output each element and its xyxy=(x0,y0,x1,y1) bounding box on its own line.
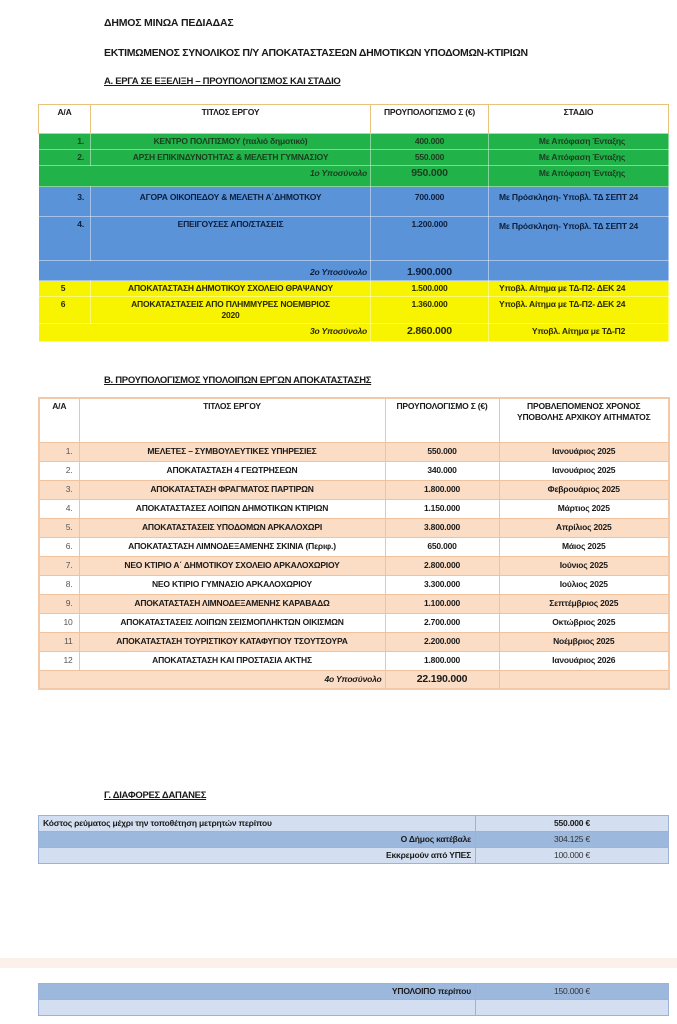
expense-label: Ο Δήμος κατέβαλε xyxy=(39,832,476,848)
project-budget: 550.000 xyxy=(385,442,499,461)
table-row xyxy=(39,461,669,480)
expected-submission-time: Απρίλιος 2025 xyxy=(499,518,669,537)
project-budget: 1.800.000 xyxy=(385,651,499,670)
project-budget: 1.100.000 xyxy=(385,594,499,613)
project-title: ΑΡΣΗ ΕΠΙΚΙΝΔΥΝΟΤΗΤΑΣ & ΜΕΛΕΤΗ ΓΥΜΝΑΣΙΟΥ xyxy=(91,150,371,166)
subtotal-label: 3ο Υποσύνολο xyxy=(39,324,371,342)
table-row xyxy=(39,984,669,1000)
project-budget: 700.000 xyxy=(371,187,489,217)
row-number: 3. xyxy=(39,480,79,499)
remaining-projects-table xyxy=(38,397,670,690)
row-number: 2. xyxy=(39,461,79,480)
section-c-heading: Γ. ΔΙΑΦΟΡΕΣ ΔΑΠΑΝΕΣ xyxy=(104,790,207,801)
table-row xyxy=(39,848,669,864)
table-row xyxy=(39,480,669,499)
table-header-row xyxy=(39,398,669,442)
project-title: ΑΠΟΚΑΤΑΣΤΑΣΗ ΤΟΥΡΙΣΤΙΚΟΥ ΚΑΤΑΦΥΓΙΟΥ ΤΣΟΥΤΣΟΥΡΑ xyxy=(79,632,385,651)
col-header-title: ΤΙΤΛΟΣ ΕΡΓΟΥ xyxy=(79,398,385,442)
row-number: 1. xyxy=(39,442,79,461)
table-header-row xyxy=(39,105,669,134)
table-row xyxy=(39,816,669,832)
subtotal-row xyxy=(39,261,669,281)
subtotal-stage xyxy=(489,261,669,281)
subtotal-value: 950.000 xyxy=(371,166,489,187)
project-title: ΝΕΟ ΚΤΙΡΙΟ Α΄ ΔΗΜΟΤΙΚΟΥ ΣΧΟΛΕΙΟ ΑΡΚΑΛΟΧΩΡΙΟΥ xyxy=(79,556,385,575)
project-budget: 2.700.000 xyxy=(385,613,499,632)
expected-submission-time: Σεπτέμβριος 2025 xyxy=(499,594,669,613)
misc-expenses-table xyxy=(38,815,669,864)
project-title: ΑΠΟΚΑΤΑΣΤΑΣΕΣ ΛΟΙΠΩΝ ΔΗΜΟΤΙΚΩΝ ΚΤΙΡΙΩΝ xyxy=(79,499,385,518)
section-a-heading: Α. ΕΡΓΑ ΣΕ ΕΞΕΛΙΞΗ – ΠΡΟΥΠΟΛΟΓΙΣΜΟΣ ΚΑΙ ΣΤΑΔΙΟ xyxy=(104,76,341,87)
row-number: 4. xyxy=(39,499,79,518)
table-row xyxy=(39,297,669,324)
project-title: ΜΕΛΕΤΕΣ – ΣΥΜΒΟΥΛΕΥΤΙΚΕΣ ΥΠΗΡΕΣΙΕΣ xyxy=(79,442,385,461)
table-row xyxy=(39,1000,669,1016)
subtotal-value: 2.860.000 xyxy=(371,324,489,342)
page-separator xyxy=(0,958,677,968)
project-budget: 3.800.000 xyxy=(385,518,499,537)
subtotal-value: 1.900.000 xyxy=(371,261,489,281)
table-row xyxy=(39,518,669,537)
col-header-budget: ΠΡΟΥΠΟΛΟΓΙΣΜΟ Σ (€) xyxy=(371,105,489,134)
table-row xyxy=(39,594,669,613)
table-row xyxy=(39,442,669,461)
project-title: ΑΠΟΚΑΤΑΣΤΑΣΗ ΔΗΜΟΤΙΚΟΥ ΣΧΟΛΕΙΟ ΘΡΑΨΑΝΟΥ xyxy=(91,281,371,297)
col-header-aa: Α/Α xyxy=(39,105,91,134)
project-title: ΚΕΝΤΡΟ ΠΟΛΙΤΙΣΜΟΥ (παλιό δημοτικό) xyxy=(91,134,371,150)
municipality-heading: ΔΗΜΟΣ ΜΙΝΩΑ ΠΕΔΙΑΔΑΣ xyxy=(104,17,234,29)
table-row xyxy=(39,150,669,166)
project-title: ΑΠΟΚΑΤΑΣΤΑΣΗ ΛΙΜΝΟΔΕΞΑΜΕΝΗΣ ΣΚΙΝΙΑ (Περιφ.) xyxy=(79,537,385,556)
row-number: 4. xyxy=(39,217,91,261)
project-budget: 1.150.000 xyxy=(385,499,499,518)
subtotal-label: 4ο Υποσύνολο xyxy=(39,670,385,689)
col-header-budget: ΠΡΟΥΠΟΛΟΓΙΣΜΟ Σ (€) xyxy=(385,398,499,442)
subtotal-row xyxy=(39,324,669,342)
col-header-title: ΤΙΤΛΟΣ ΕΡΓΟΥ xyxy=(91,105,371,134)
col-header-aa: Α/Α xyxy=(39,398,79,442)
balance-value: 150.000 € xyxy=(476,984,669,1000)
table-row xyxy=(39,281,669,297)
empty-cell xyxy=(476,1000,669,1016)
row-number: 5 xyxy=(39,281,91,297)
subtotal-stage: Με Απόφαση Ένταξης xyxy=(489,166,669,187)
project-title: ΑΠΟΚΑΤΑΣΤΑΣΗ ΦΡΑΓΜΑΤΟΣ ΠΑΡΤΙΡΩΝ xyxy=(79,480,385,499)
expense-label: Εκκρεμούν από ΥΠΕΣ xyxy=(39,848,476,864)
project-title: ΕΠΕΙΓΟΥΣΕΣ ΑΠΟ/ΣΤΑΣΕΙΣ xyxy=(91,217,371,261)
table-row xyxy=(39,632,669,651)
subtotal-row xyxy=(39,166,669,187)
project-stage: Υποβλ. Αίτημα με ΤΔ-Π2- ΔΕΚ 24 xyxy=(489,281,669,297)
col-header-expected-time: ΠΡΟΒΛΕΠΟΜΕΝΟΣ ΧΡΟΝΟΣ ΥΠΟΒΟΛΗΣ ΑΡΧΙΚΟΥ ΑΙΤΗΜΑΤΟΣ xyxy=(499,398,669,442)
table-row xyxy=(39,556,669,575)
row-number: 6. xyxy=(39,537,79,556)
project-title: ΑΠΟΚΑΤΑΣΤΑΣΗ ΚΑΙ ΠΡΟΣΤΑΣΙΑ ΑΚΤΗΣ xyxy=(79,651,385,670)
project-budget: 2.800.000 xyxy=(385,556,499,575)
project-budget: 340.000 xyxy=(385,461,499,480)
expected-submission-time: Μάρτιος 2025 xyxy=(499,499,669,518)
expected-submission-time: Ιούνιος 2025 xyxy=(499,556,669,575)
project-budget: 550.000 xyxy=(371,150,489,166)
expected-submission-time: Μάιος 2025 xyxy=(499,537,669,556)
row-number: 9. xyxy=(39,594,79,613)
subtotal-label: 2ο Υποσύνολο xyxy=(39,261,371,281)
subtotal-label: 1ο Υποσύνολο xyxy=(39,166,371,187)
project-budget: 2.200.000 xyxy=(385,632,499,651)
col-header-stage: ΣΤΑΔΙΟ xyxy=(489,105,669,134)
empty-cell xyxy=(499,670,669,689)
table-row xyxy=(39,613,669,632)
project-stage: Με Απόφαση Ένταξης xyxy=(489,150,669,166)
table-row xyxy=(39,651,669,670)
table-row xyxy=(39,499,669,518)
row-number: 11 xyxy=(39,632,79,651)
section-b-heading: Β. ΠΡΟΥΠΟΛΟΓΙΣΜΟΣ ΥΠΟΛΟΙΠΩΝ ΕΡΓΩΝ ΑΠΟΚΑΤΑΣΤΑΣΗΣ xyxy=(104,375,372,386)
row-number: 5. xyxy=(39,518,79,537)
expected-submission-time: Φεβρουάριος 2025 xyxy=(499,480,669,499)
row-number: 1. xyxy=(39,134,91,150)
table-row xyxy=(39,134,669,150)
document-title: ΕΚΤΙΜΩΜΕΝΟΣ ΣΥΝΟΛΙΚΟΣ Π/Υ ΑΠΟΚΑΤΑΣΤΑΣΕΩΝ ΔΗΜΟΤΙΚΩΝ ΥΠΟΔΟΜΩΝ-ΚΤΙΡΙΩΝ xyxy=(104,47,528,59)
project-title: ΑΠΟΚΑΤΑΣΤΑΣΕΙΣ ΥΠΟΔΟΜΩΝ ΑΡΚΑΛΟΧΩΡΙ xyxy=(79,518,385,537)
project-title: ΑΠΟΚΑΤΑΣΤΑΣΕΙΣ ΑΠΟ ΠΛΗΜΜΥΡΕΣ ΝΟΕΜΒΡΙΟΣ 2020 xyxy=(91,297,371,324)
table-row xyxy=(39,575,669,594)
expected-submission-time: Ιανουάριος 2025 xyxy=(499,461,669,480)
project-budget: 1.500.000 xyxy=(371,281,489,297)
expected-submission-time: Ιανουάριος 2026 xyxy=(499,651,669,670)
expected-submission-time: Νοέμβριος 2025 xyxy=(499,632,669,651)
expected-submission-time: Ιούλιος 2025 xyxy=(499,575,669,594)
subtotal-stage: Υποβλ. Αίτημα με ΤΔ-Π2 xyxy=(489,324,669,342)
project-budget: 1.200.000 xyxy=(371,217,489,261)
row-number: 2. xyxy=(39,150,91,166)
table-row xyxy=(39,217,669,261)
row-number: 6 xyxy=(39,297,91,324)
project-title: ΑΠΟΚΑΤΑΣΤΑΣΗ ΛΙΜΝΟΔΕΞΑΜΕΝΗΣ ΚΑΡΑΒΑΔΩ xyxy=(79,594,385,613)
project-stage: Υποβλ. Αίτημα με ΤΔ-Π2- ΔΕΚ 24 xyxy=(489,297,669,324)
project-stage: Με Πρόσκληση- Υποβλ. ΤΔ ΣΕΠΤ 24 xyxy=(489,217,669,261)
expected-submission-time: Οκτώβριος 2025 xyxy=(499,613,669,632)
project-budget: 1.360.000 xyxy=(371,297,489,324)
expense-value: 304.125 € xyxy=(476,832,669,848)
empty-cell xyxy=(39,1000,476,1016)
expense-value: 550.000 € xyxy=(476,816,669,832)
projects-in-progress-table xyxy=(38,104,669,342)
project-budget: 650.000 xyxy=(385,537,499,556)
expected-submission-time: Ιανουάριος 2025 xyxy=(499,442,669,461)
project-title: ΑΠΟΚΑΤΑΣΤΑΣΕΙΣ ΛΟΙΠΩΝ ΣΕΙΣΜΟΠΛΗΚΤΩΝ ΟΙΚΙΣΜΩΝ xyxy=(79,613,385,632)
table-row xyxy=(39,187,669,217)
project-budget: 400.000 xyxy=(371,134,489,150)
row-number: 12 xyxy=(39,651,79,670)
project-budget: 3.300.000 xyxy=(385,575,499,594)
project-budget: 1.800.000 xyxy=(385,480,499,499)
project-title: ΑΠΟΚΑΤΑΣΤΑΣΗ 4 ΓΕΩΤΡΗΣΕΩΝ xyxy=(79,461,385,480)
table-row xyxy=(39,537,669,556)
table-row xyxy=(39,832,669,848)
row-number: 3. xyxy=(39,187,91,217)
project-title: ΝΕΟ ΚΤΙΡΙΟ ΓΥΜΝΑΣΙΟ ΑΡΚΑΛΟΧΩΡΙΟΥ xyxy=(79,575,385,594)
expense-label: Κόστος ρεύματος μέχρι την τοποθέτηση μετρητών περίπου xyxy=(39,816,476,832)
row-number: 7. xyxy=(39,556,79,575)
row-number: 10 xyxy=(39,613,79,632)
balance-table xyxy=(38,983,669,1016)
subtotal-row xyxy=(39,670,669,689)
expense-value: 100.000 € xyxy=(476,848,669,864)
project-title: ΑΓΟΡΑ ΟΙΚΟΠΕΔΟΥ & ΜΕΛΕΤΗ Α΄ΔΗΜΟΤΚΟΥ xyxy=(91,187,371,217)
subtotal-value: 22.190.000 xyxy=(385,670,499,689)
row-number: 8. xyxy=(39,575,79,594)
project-stage: Με Πρόσκληση- Υποβλ. ΤΔ ΣΕΠΤ 24 xyxy=(489,187,669,217)
project-stage: Με Απόφαση Ένταξης xyxy=(489,134,669,150)
balance-label: ΥΠΟΛΟΙΠΟ περίπου xyxy=(39,984,476,1000)
